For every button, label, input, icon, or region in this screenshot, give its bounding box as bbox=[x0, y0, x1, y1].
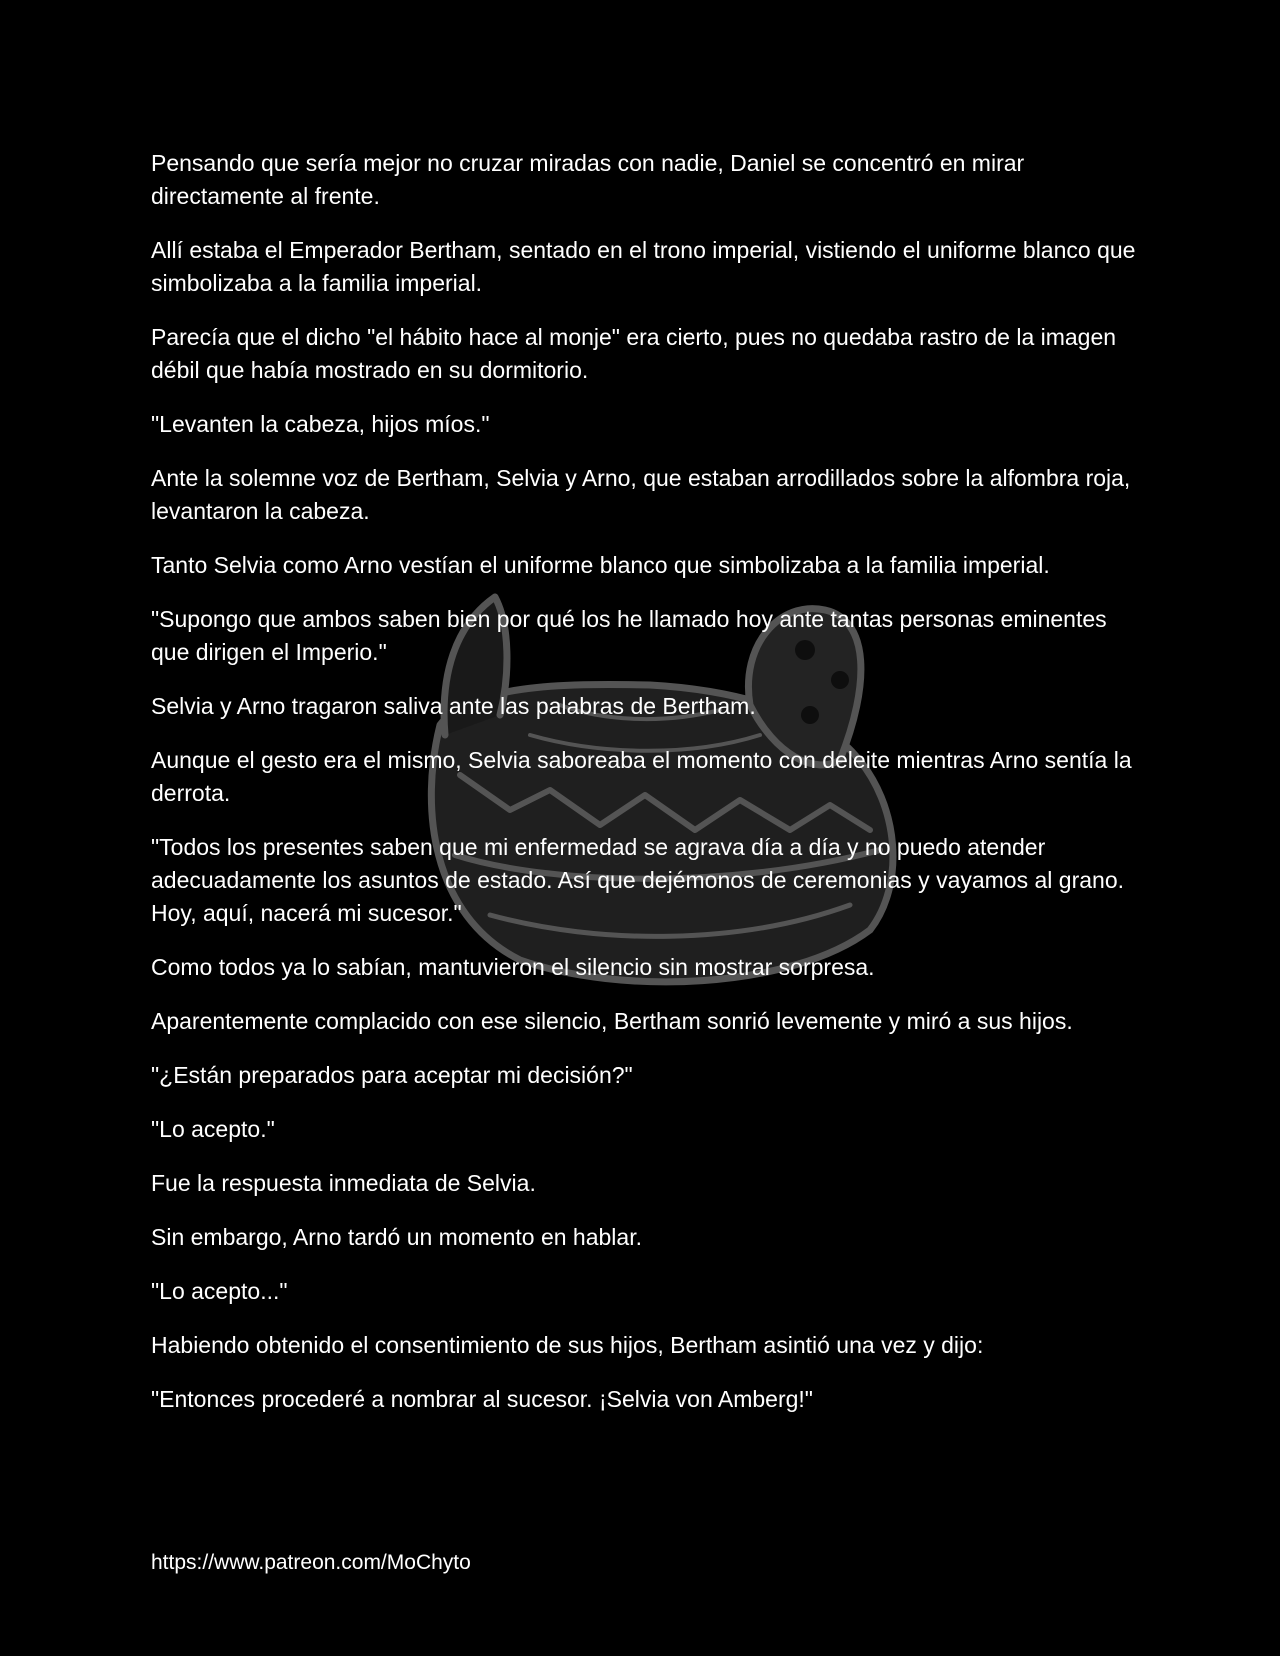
patreon-link[interactable]: https://www.patreon.com/MoChyto bbox=[151, 1551, 471, 1574]
paragraph-11: Como todos ya lo sabían, mantuvieron el silencio sin mostrar sorpresa. bbox=[151, 954, 875, 980]
paragraph-15: Fue la respuesta inmediata de Selvia. bbox=[151, 1170, 536, 1196]
paragraph-6: Tanto Selvia como Arno vestían el uniforme blanco que simbolizaba a la familia imperial. bbox=[151, 552, 1050, 578]
paragraph-14: "Lo acepto." bbox=[151, 1116, 275, 1142]
paragraph-13: "¿Están preparados para aceptar mi decisión?" bbox=[151, 1062, 633, 1088]
paragraph-18: Habiendo obtenido el consentimiento de sus hijos, Bertham asintió una vez y dijo: bbox=[151, 1332, 984, 1358]
paragraph-10: "Todos los presentes saben que mi enfermedad se agrava día a día y no puedo atender adecuadamente los asuntos de estado. Así que dejémonos de ceremonias y vayamos al grano. Hoy, aquí, nacerá mi sucesor." bbox=[151, 834, 1124, 926]
paragraph-19: "Entonces procederé a nombrar al sucesor. ¡Selvia von Amberg!" bbox=[151, 1386, 813, 1412]
document-body bbox=[151, 147, 1141, 1437]
paragraph-2: Allí estaba el Emperador Bertham, sentado en el trono imperial, vistiendo el uniforme blanco que simbolizaba a la familia imperial. bbox=[151, 237, 1136, 296]
paragraph-16: Sin embargo, Arno tardó un momento en hablar. bbox=[151, 1224, 642, 1250]
paragraph-9: Aunque el gesto era el mismo, Selvia saboreaba el momento con deleite mientras Arno sentía la derrota. bbox=[151, 747, 1132, 806]
paragraph-3: Parecía que el dicho "el hábito hace al monje" era cierto, pues no quedaba rastro de la imagen débil que había mostrado en su dormitorio. bbox=[151, 324, 1117, 383]
paragraph-1: Pensando que sería mejor no cruzar miradas con nadie, Daniel se concentró en mirar directamente al frente. bbox=[151, 150, 1025, 209]
paragraph-7: "Supongo que ambos saben bien por qué los he llamado hoy ante tantas personas eminentes que dirigen el Imperio." bbox=[151, 606, 1107, 665]
paragraph-12: Aparentemente complacido con ese silencio, Bertham sonrió levemente y miró a sus hijos. bbox=[151, 1008, 1073, 1034]
paragraph-4: "Levanten la cabeza, hijos míos." bbox=[151, 411, 490, 437]
paragraph-5: Ante la solemne voz de Bertham, Selvia y Arno, que estaban arrodillados sobre la alfombra roja, levantaron la cabeza. bbox=[151, 465, 1131, 524]
paragraph-8: Selvia y Arno tragaron saliva ante las palabras de Bertham. bbox=[151, 693, 756, 719]
paragraph-17: "Lo acepto..." bbox=[151, 1278, 288, 1304]
